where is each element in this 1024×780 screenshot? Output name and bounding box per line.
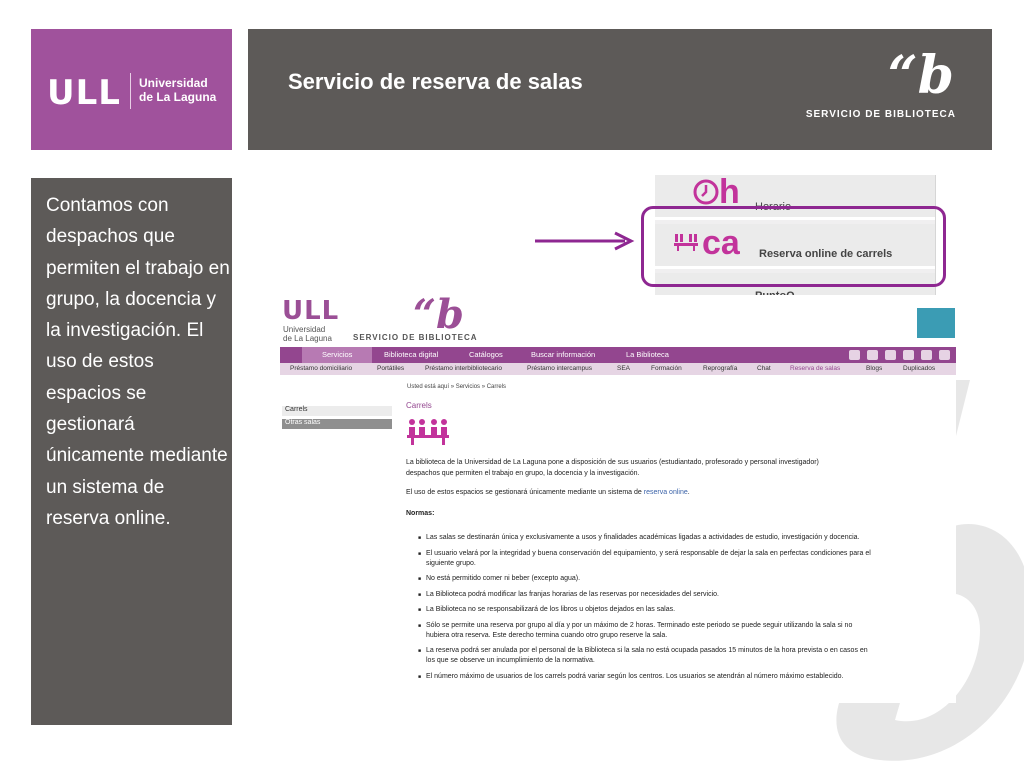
sidebar-item-otras-salas[interactable]: Otras salas	[282, 419, 392, 429]
subnav-chat[interactable]: Chat	[757, 365, 771, 372]
carrels-label: Reserva online de carrels	[759, 248, 893, 260]
nav-biblioteca-digital[interactable]: Biblioteca digital	[384, 350, 439, 359]
description-panel	[31, 178, 232, 725]
subnav-prestamo-interbibliotecario[interactable]: Préstamo interbibliotecario	[425, 365, 502, 372]
breadcrumb: Usted está aquí » Servicios » Carrels	[407, 384, 507, 390]
normas-label: Normas:	[406, 510, 435, 517]
biblioteca-logo-mark: “b	[887, 45, 954, 106]
search-icon[interactable]	[903, 350, 914, 360]
horario-letter: h	[719, 173, 740, 211]
logo-divider	[130, 73, 131, 109]
university-name: Universidad de La Laguna	[139, 76, 217, 104]
mail-icon[interactable]	[885, 350, 896, 360]
website-biblioteca-text: SERVICIO DE BIBLIOTECA	[353, 333, 478, 342]
list-item: ■ No está permitido comer ni beber (excepto agua).	[426, 574, 876, 584]
subnav-duplicados[interactable]: Duplicados	[903, 365, 936, 372]
page-title: Servicio de reserva de salas	[288, 69, 583, 94]
biblioteca-logo-text: SERVICIO DE BIBLIOTECA	[805, 109, 956, 120]
title-bar	[248, 29, 992, 150]
nav-servicios[interactable]: Servicios	[322, 350, 353, 359]
list-item: ■ Las salas se destinarán única y exclusivamente a usos y finalidades académicas ligadas a actividades de estudio, investigación y docencia.	[426, 533, 876, 543]
description-text: Contamos con despachos que permiten el trabajo en grupo, la docencia y la investigación. El uso de estos espacios se gestionará únicamente mediante un sistema de reserva online.	[46, 195, 230, 529]
sidebar-item-carrels[interactable]: Carrels	[282, 406, 392, 416]
carrels-letters: ca	[702, 224, 740, 262]
user-icon[interactable]	[939, 350, 950, 360]
website-biblioteca-mark: “b	[413, 295, 464, 338]
nav-la-biblioteca[interactable]: La Biblioteca	[626, 350, 669, 359]
carrel-group-icon	[405, 418, 451, 446]
rules-list	[426, 533, 876, 687]
nav-buscar-informacion[interactable]: Buscar información	[531, 350, 596, 359]
help-icon[interactable]	[867, 350, 878, 360]
globe-icon[interactable]	[921, 350, 932, 360]
subnav-formacion[interactable]: Formación	[651, 365, 682, 372]
home-icon[interactable]	[849, 350, 860, 360]
arrow-right-icon	[535, 230, 635, 252]
subnav-reserva-de-salas[interactable]: Reserva de salas	[790, 365, 841, 372]
eu-flag-icon	[917, 308, 955, 338]
highlight-box	[641, 206, 946, 287]
ull-logo-block	[31, 29, 232, 150]
intro-paragraph: La biblioteca de la Universidad de La Laguna pone a disposición de sus usuarios (estudiantado, profesorado y personal investigador) despachos que permiten el trabajo en grupo, la docencia y la investigación.	[406, 459, 819, 477]
list-item: ■ El número máximo de usuarios de los carrels podrá variar según los centros. Los usuarios se atendrán al número máximo establecido.	[426, 672, 876, 682]
list-item: ■ La Biblioteca podrá modificar las franjas horarias de las reservas por necesidades del servicio.	[426, 590, 876, 600]
website-ull-logo-sub: Universidad de La Laguna	[283, 325, 332, 343]
primary-nav	[280, 347, 956, 363]
list-item: ■ Sólo se permite una reserva por grupo al día y por un máximo de 2 horas. Terminado este periodo se puede seguir utilizando la sala si no hubiera otra reserva. Este derecho termina cuando otro grupo reserve la sala.	[426, 621, 876, 641]
list-item: ■ La Biblioteca no se responsabilizará de los libros u objetos dejados en las salas.	[426, 605, 876, 615]
clock-icon	[693, 179, 719, 205]
subnav-portatiles[interactable]: Portátiles	[377, 365, 405, 372]
horario-label: Horario	[755, 201, 792, 213]
subnav-prestamo-intercampus[interactable]: Préstamo intercampus	[527, 365, 593, 372]
subnav-blogs[interactable]: Blogs	[866, 365, 883, 372]
subnav-reprografia[interactable]: Reprografía	[703, 365, 738, 372]
list-item: ■ La reserva podrá ser anulada por el personal de la Biblioteca si la sala no está ocupada pasados 15 minutos de la hora prevista o en casos en los que se observe un incumplimiento de la normativa.	[426, 646, 876, 666]
secondary-nav	[280, 363, 956, 375]
usage-paragraph: El uso de estos espacios se gestionará únicamente mediante un sistema de reserva online.	[406, 489, 690, 496]
subnav-prestamo-domiciliario[interactable]: Préstamo domiciliario	[290, 365, 353, 372]
nav-catalogos[interactable]: Catálogos	[469, 350, 503, 359]
website-screenshot	[280, 295, 956, 703]
list-item: ■ El usuario velará por la integridad y buena conservación del equipamiento, y será responsable de dejar la sala en perfectas condiciones para el siguiente grupo.	[426, 549, 876, 569]
content-heading: Carrels	[406, 401, 432, 410]
ull-logo: ULL	[47, 73, 121, 113]
reserva-online-link[interactable]: reserva online	[643, 489, 688, 496]
subnav-sea[interactable]: SEA	[617, 365, 631, 372]
website-ull-logo: ULL	[282, 296, 340, 326]
